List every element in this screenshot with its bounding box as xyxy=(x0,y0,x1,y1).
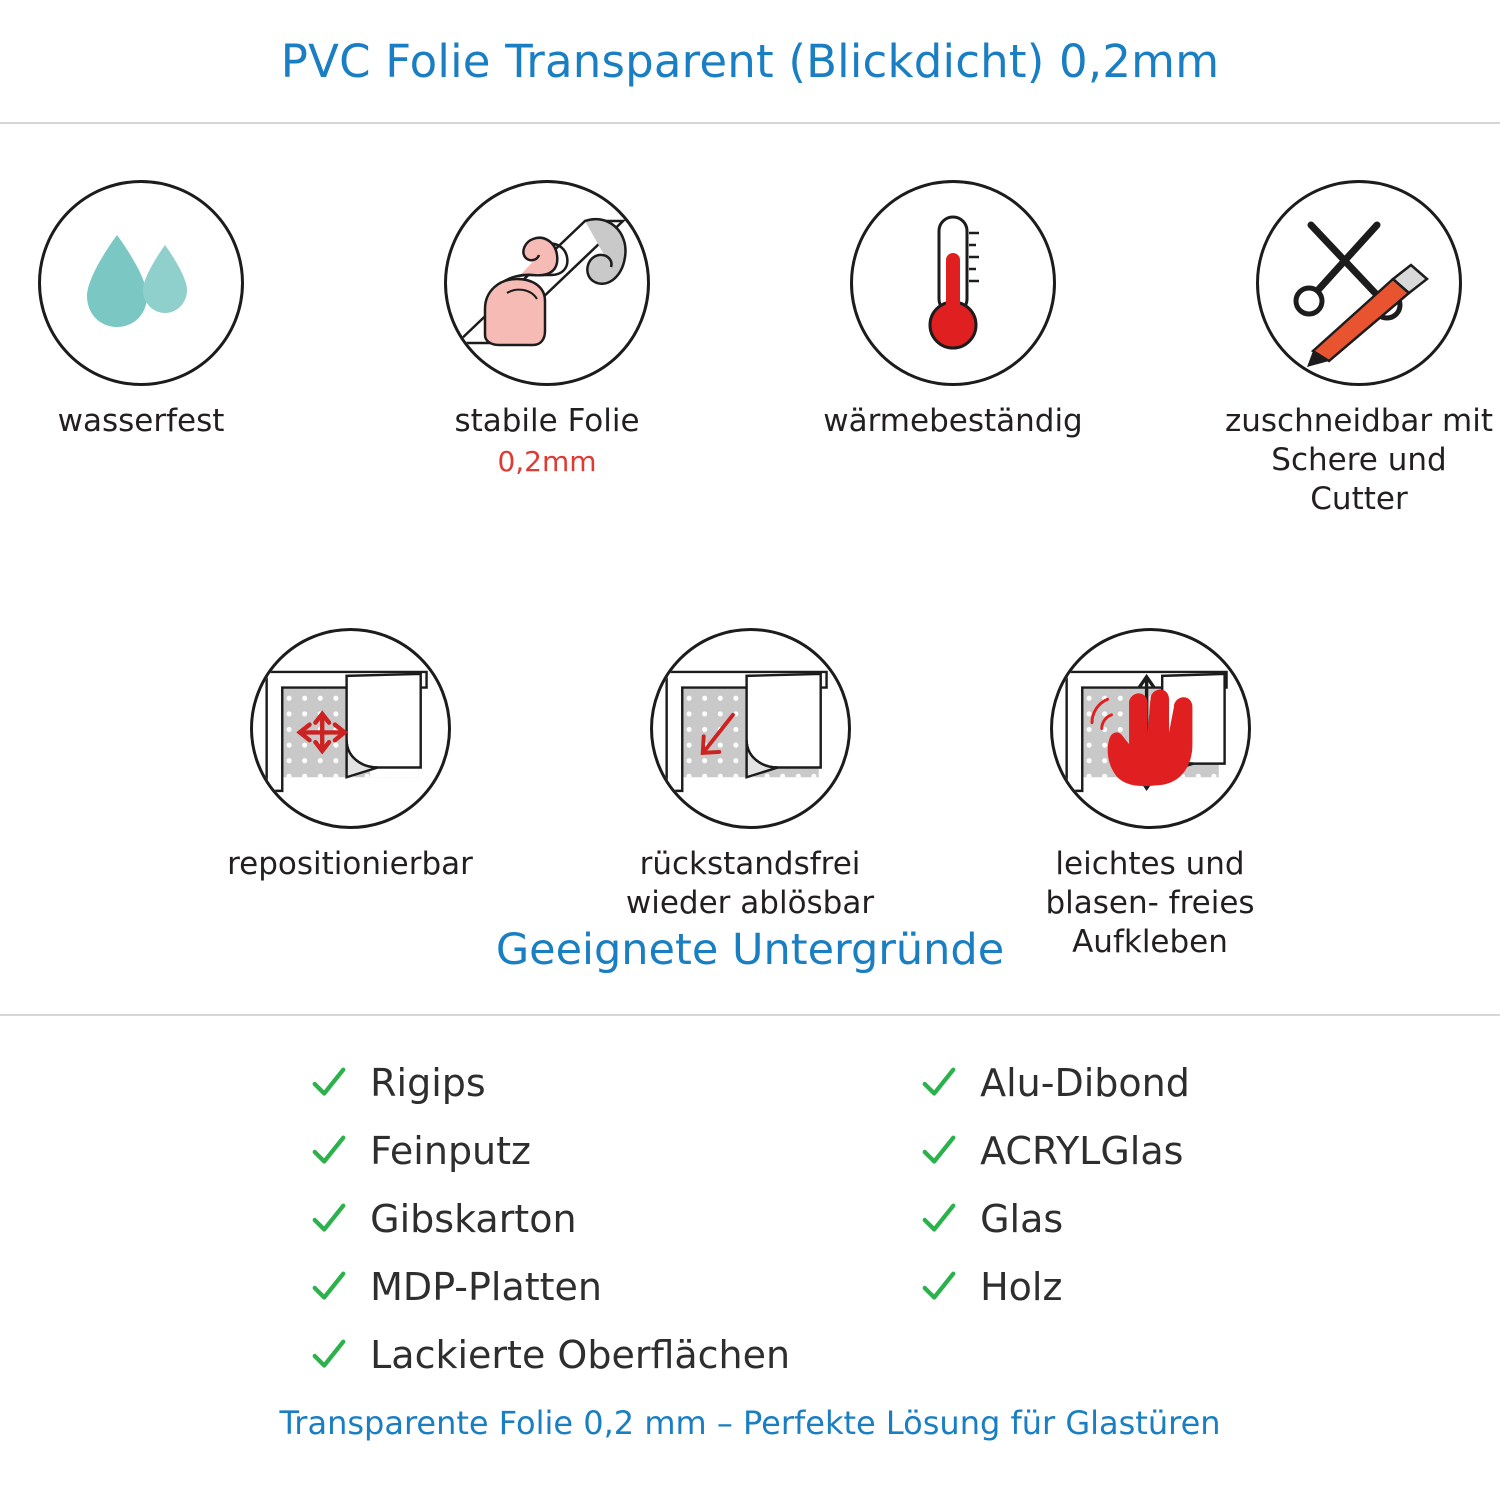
check-icon xyxy=(310,1268,348,1306)
peel-off-arrow-icon-svg xyxy=(653,631,848,826)
strong-arm-film-icon xyxy=(444,180,650,386)
feature-label: repositionierbar xyxy=(227,846,473,883)
feature-waermebestaendig xyxy=(813,180,1093,441)
check-icon xyxy=(310,1132,348,1170)
list-item-label: Feinputz xyxy=(370,1129,531,1173)
check-icon xyxy=(310,1064,348,1102)
list-item-label: Lackierte Oberflächen xyxy=(370,1333,791,1377)
hand-smoothing-icon xyxy=(1050,628,1251,829)
section-title: Geeignete Untergründe xyxy=(495,925,1005,975)
footer-text: Transparente Folie 0,2 mm – Perfekte Lösung für Glastüren xyxy=(279,1404,1221,1442)
thermometer-icon xyxy=(850,180,1056,386)
check-icon xyxy=(310,1336,348,1374)
feature-wasserfest xyxy=(1,180,281,441)
water-drops-icon-svg xyxy=(41,183,241,383)
check-icon xyxy=(920,1064,958,1102)
feature-sublabel: 0,2mm xyxy=(497,444,597,478)
feature-repositionierbar xyxy=(210,628,490,884)
check-icon xyxy=(310,1200,348,1238)
list-item-label: Holz xyxy=(980,1265,1063,1309)
feature-rueckstandsfrei xyxy=(610,628,890,923)
feature-label: wärmebeständig xyxy=(823,403,1083,439)
reposition-arrows-icon-svg xyxy=(253,631,448,826)
list-item-label: MDP-Platten xyxy=(370,1265,602,1309)
page-title: PVC Folie Transparent (Blickdicht) 0,2mm xyxy=(280,34,1220,88)
check-icon xyxy=(920,1200,958,1238)
list-item xyxy=(920,1191,1190,1247)
list-item-label: Glas xyxy=(980,1197,1064,1241)
list-item-label: Alu-Dibond xyxy=(980,1061,1190,1105)
list-item xyxy=(310,1055,790,1111)
feature-zuschneidbar xyxy=(1219,180,1499,518)
list-item xyxy=(920,1259,1190,1315)
feature-label: rückstandsfrei wieder ablösbar xyxy=(625,846,875,921)
check-icon xyxy=(920,1132,958,1170)
check-icon xyxy=(920,1268,958,1306)
hand-smoothing-icon-svg xyxy=(1053,631,1248,826)
surfaces-lists xyxy=(0,1055,1500,1383)
peel-off-arrow-icon xyxy=(650,628,851,829)
strong-arm-film-icon-svg xyxy=(447,183,647,383)
list-item xyxy=(310,1123,790,1179)
water-drops-icon xyxy=(38,180,244,386)
feature-label: zuschneidbar mit Schere und Cutter xyxy=(1224,403,1493,517)
list-item-label: Gibskarton xyxy=(370,1197,577,1241)
feature-aufkleben xyxy=(1010,628,1290,961)
list-item xyxy=(310,1259,790,1315)
reposition-arrows-icon xyxy=(250,628,451,829)
feature-label: leichtes und blasen- freies Aufkleben xyxy=(1045,846,1255,960)
surfaces-column-right xyxy=(920,1055,1190,1383)
list-item xyxy=(310,1327,790,1383)
features-section xyxy=(0,180,1500,962)
feature-label: wasserfest xyxy=(57,403,225,439)
thermometer-icon-svg xyxy=(853,183,1053,383)
surfaces-column-left xyxy=(310,1055,790,1383)
divider-top xyxy=(0,122,1500,124)
feature-row-1 xyxy=(0,180,1500,518)
feature-row-2 xyxy=(0,628,1500,961)
list-item xyxy=(920,1055,1190,1111)
feature-label: stabile Folie xyxy=(454,403,640,439)
list-item-label: Rigips xyxy=(370,1061,486,1105)
header xyxy=(0,0,1500,122)
scissors-cutter-icon-svg xyxy=(1259,183,1459,383)
list-item xyxy=(920,1123,1190,1179)
scissors-cutter-icon xyxy=(1256,180,1462,386)
feature-stabile-folie xyxy=(407,180,687,478)
list-item-label: ACRYLGlas xyxy=(980,1129,1184,1173)
list-item xyxy=(310,1191,790,1247)
divider-middle xyxy=(0,1014,1500,1016)
